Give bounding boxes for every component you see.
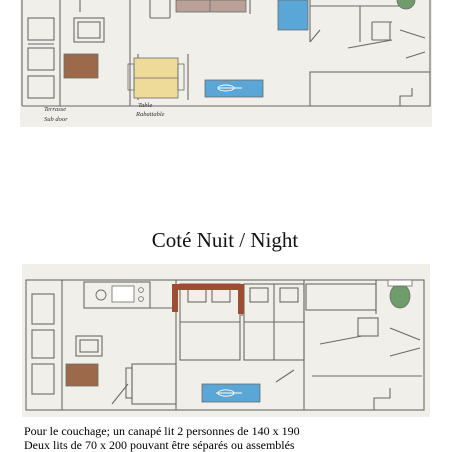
- wood-cabinet: [64, 54, 98, 78]
- section-title: Coté Nuit / Night: [151, 228, 299, 252]
- wood-cabinet: [66, 364, 98, 386]
- floor-plan-top: [20, 0, 432, 127]
- label-terrace: Terrasse: [44, 106, 67, 113]
- caption-line: Deux lits de 70 x 200 pouvant être séparés ou assemblés: [24, 438, 295, 452]
- label-terrace-sub: Sub door: [44, 116, 68, 123]
- floor-plan-night: [22, 264, 430, 417]
- bed-headboard: [172, 284, 244, 290]
- couch-top: [176, 0, 246, 12]
- label-table-sub: Rabattable: [136, 111, 165, 118]
- label-table: Table: [138, 102, 153, 109]
- toilet-green: [390, 284, 410, 308]
- blue-cushion: [278, 0, 308, 30]
- caption-line: Pour le couchage; un canapé lit 2 personnes de 140 x 190: [24, 424, 300, 438]
